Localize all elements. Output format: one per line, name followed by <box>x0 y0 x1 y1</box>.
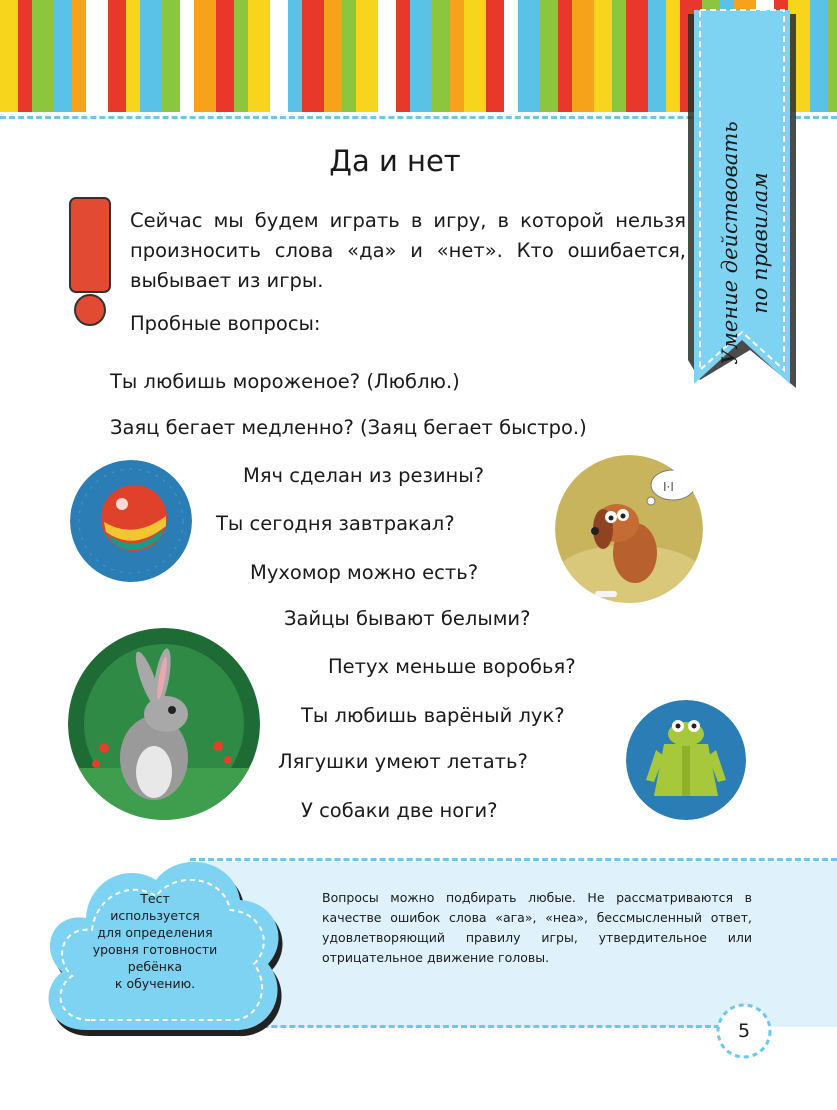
cloud-note-line: ребёнка <box>127 959 183 974</box>
question-item: Ты любишь варёный лук? <box>301 704 565 727</box>
ribbon-line-2: по правилам <box>748 172 772 314</box>
intro-text: Сейчас мы будем играть в игру, в которой нельзя произносить слова «да» и «нет». Кто ошибается, выбывает из игры. <box>130 209 686 292</box>
ribbon-label <box>702 108 786 378</box>
cloud-note <box>80 890 230 992</box>
svg-text:I·I: I·I <box>663 480 674 494</box>
cloud-note-line: уровня готовности <box>92 942 218 957</box>
page-title: Да и нет <box>329 144 461 178</box>
question-item: Мухомор можно есть? <box>250 561 479 584</box>
question-item: Лягушки умеют летать? <box>278 750 528 773</box>
bottom-note: Вопросы можно подбирать любые. Не рассматриваются в качестве ошибок слова «ага», «неа», бессмысленный ответ, удовлетворяющий правилу игры, утвердительное или отрицательное движение головы. <box>322 890 752 965</box>
exclamation-icon <box>66 196 116 328</box>
page-number: 5 <box>737 1020 751 1042</box>
question-item: Зайцы бывают белыми? <box>284 607 531 630</box>
question-item: Петух меньше воробья? <box>328 655 576 678</box>
ball-illustration <box>70 460 192 582</box>
frog-raincoat-illustration <box>626 700 746 820</box>
questions-heading: Пробные вопросы: <box>130 312 321 335</box>
ribbon-line-1: Умение действовать <box>718 121 742 365</box>
question-item: Ты сегодня завтракал? <box>216 512 455 535</box>
cloud-note-line: для определения <box>97 925 213 940</box>
cloud-note-line: Тест <box>140 891 170 906</box>
cloud-note-line: к обучению. <box>114 976 196 991</box>
question-item: Мяч сделан из резины? <box>243 464 484 487</box>
cloud-note-line: используется <box>110 908 200 923</box>
question-item: Заяц бегает медленно? (Заяц бегает быстро.) <box>110 416 587 439</box>
question-item: Ты любишь мороженое? (Люблю.) <box>110 370 460 393</box>
question-item: У собаки две ноги? <box>301 799 498 822</box>
rabbit-illustration <box>68 628 260 820</box>
dog-illustration <box>555 455 703 603</box>
